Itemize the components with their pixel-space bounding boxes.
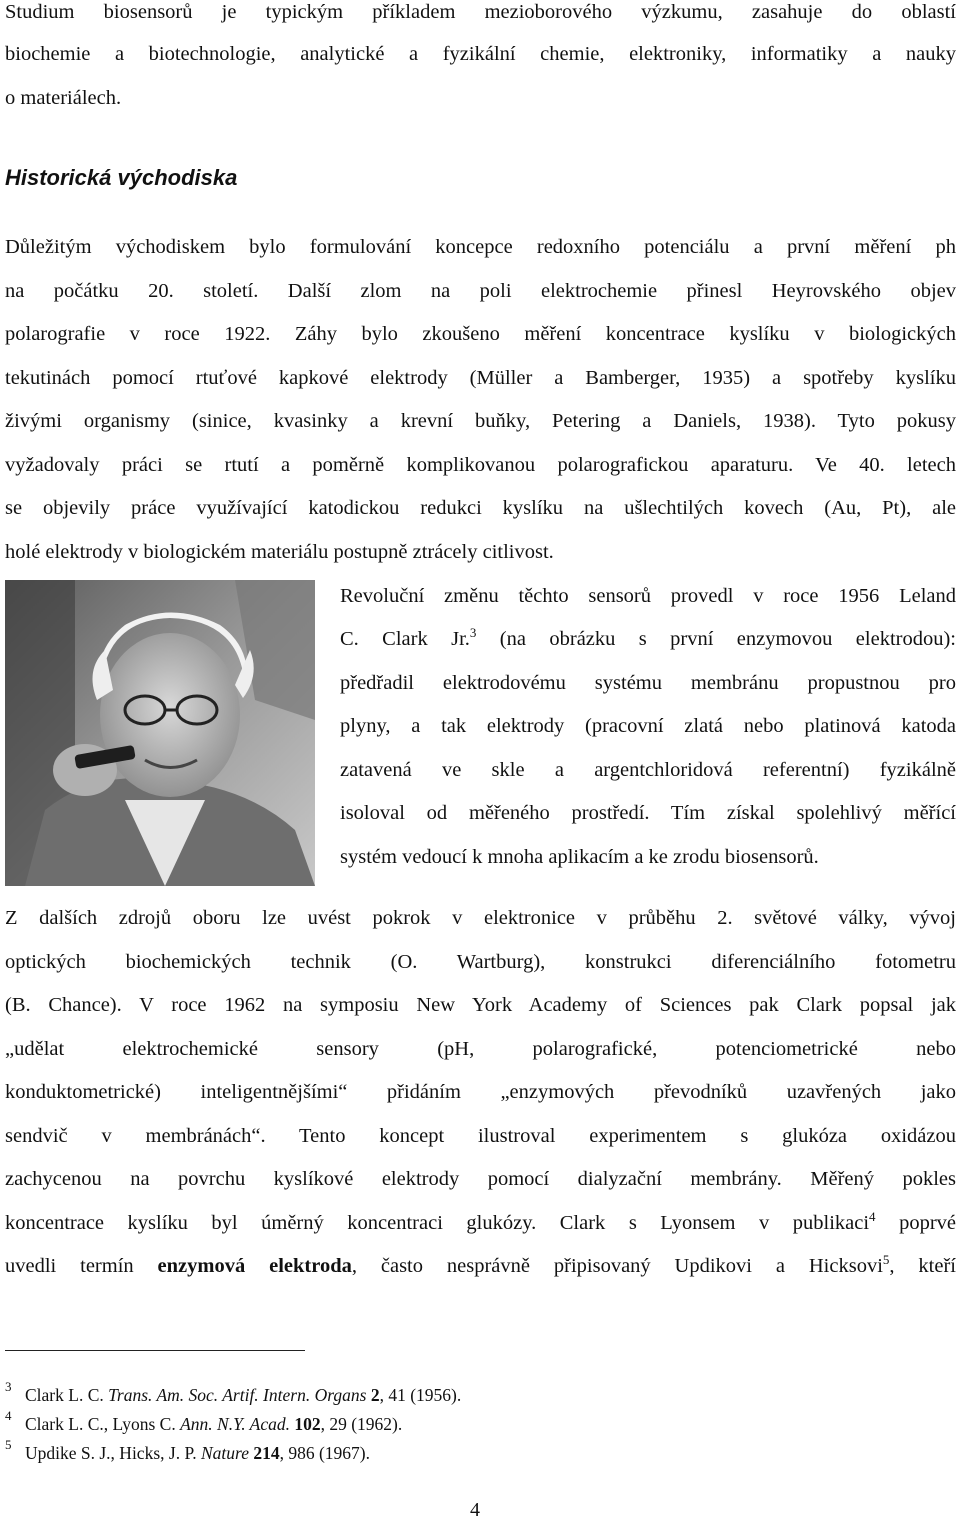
footnote-pages: , 986 (1967). xyxy=(279,1443,370,1463)
portrait-photo xyxy=(5,580,315,886)
para1-line-4: tekutinách pomocí rtuťové kapkové elektrody (Müller a Bamberger, 1935) a spotřeby kyslíku xyxy=(5,367,956,389)
para3-line-8 xyxy=(5,1211,956,1235)
footnote-pages: , 29 (1962). xyxy=(320,1414,403,1434)
para3-line-9 xyxy=(5,1254,956,1278)
footnote-ref-3: 3 xyxy=(469,625,477,641)
para3-line-4: „udělat elektrochemické sensory (pH, polarografické, potenciometrické nebo xyxy=(5,1038,956,1060)
footnote-volume: 2 xyxy=(366,1385,380,1405)
footnote-authors: Clark L. C. xyxy=(25,1385,109,1405)
para2-line-4: plyny, a tak elektrody (pracovní zlatá nebo platinová katoda xyxy=(340,715,956,737)
footnote-authors: Updike S. J., Hicks, J. P. xyxy=(25,1443,201,1463)
footnote-pages: , 41 (1956). xyxy=(379,1385,462,1405)
para2-line-2-start: C. Clark Jr. xyxy=(340,628,470,650)
para2-line-1: Revoluční změnu těchto sensorů provedl v roce 1956 Leland xyxy=(340,585,956,607)
footnote-ref-5: 5 xyxy=(882,1252,890,1268)
footnote-volume: 214 xyxy=(248,1443,280,1463)
para1-line-3: polarografie v roce 1922. Záhy bylo zkoušeno měření koncentrace kyslíku v biologických xyxy=(5,323,956,345)
para2-line-6: isoloval od měřeného prostředí. Tím získal spolehlivý měřící xyxy=(340,802,956,824)
term-enzymova-elektroda: enzymová elektroda xyxy=(157,1255,352,1277)
para3-line-9-middle: , často nesprávně připisovaný Updikovi a Hicksovi xyxy=(351,1255,883,1277)
footnote-number: 5 xyxy=(5,1437,12,1452)
para1-line-2: na počátku 20. století. Další zlom na poli elektrochemie přinesl Heyrovského objev xyxy=(5,280,956,302)
footnote-ref-4: 4 xyxy=(869,1209,876,1225)
section-heading: Historická východiska xyxy=(5,165,238,190)
para3-line-9-start: uvedli termín xyxy=(5,1255,158,1277)
para1-line-5: živými organismy (sinice, kvasinky a krevní buňky, Petering a Daniels, 1938). Tyto pokusy xyxy=(5,410,956,432)
para3-line-8-end: poprvé xyxy=(875,1212,956,1234)
footnote-journal: Nature xyxy=(201,1443,249,1463)
intro-line-1: Studium biosensorů je typickým příkladem mezioborového výzkumu, zasahuje do oblastí xyxy=(5,1,956,23)
footnote-separator xyxy=(5,1350,305,1351)
para3-line-2: optických biochemických technik (O. Wartburg), konstrukci diferenciálního fotometru xyxy=(5,951,956,973)
footnote-volume: 102 xyxy=(289,1414,321,1434)
para1-line-8: holé elektrody v biologickém materiálu postupně ztrácely citlivost. xyxy=(5,541,554,563)
para3-line-3: (B. Chance). V roce 1962 na symposiu New York Academy of Sciences pak Clark popsal jak xyxy=(5,994,956,1016)
footnote-journal: Trans. Am. Soc. Artif. Intern. Organs xyxy=(108,1385,367,1405)
para3-line-9-end: , kteří xyxy=(889,1255,956,1277)
para3-line-7: zachycenou na povrchu kyslíkové elektrody pomocí dialyzační membrány. Měřený pokles xyxy=(5,1168,956,1190)
para2-line-2-end: (na obrázku s první enzymovou elektrodou): xyxy=(476,628,956,650)
footnote-number: 3 xyxy=(5,1379,12,1394)
para1-line-6: vyžadovaly práci se rtutí a poměrně komplikovanou polarografickou aparaturu. Ve 40. letech xyxy=(5,454,956,476)
footnote-number: 4 xyxy=(5,1408,12,1423)
intro-line-3: o materiálech. xyxy=(5,87,122,109)
para1-line-7: se objevily práce využívající katodickou redukci kyslíku na ušlechtilých kovech (Au, Pt), ale xyxy=(5,497,956,519)
para2-line-3: předřadil elektrodovému systému membránu propustnou pro xyxy=(340,672,956,694)
para2-line-5: zatavená ve skle a argentchloridová referentní) fyzikálně xyxy=(340,759,956,781)
para2-line-7: systém vedoucí k mnoha aplikacím a ke zrodu biosensorů. xyxy=(340,846,819,868)
para2-line-2 xyxy=(340,627,956,651)
para3-line-1: Z dalších zdrojů oboru lze uvést pokrok v elektronice v průběhu 2. světové války, vývoj xyxy=(5,907,956,929)
para1-line-1: Důležitým východiskem bylo formulování koncepce redoxního potenciálu a první měření ph xyxy=(5,236,956,258)
para3-line-8-start: koncentrace kyslíku byl úměrný koncentraci glukózy. Clark s Lyonsem v publikaci xyxy=(5,1212,870,1234)
footnote-journal: Ann. N.Y. Acad. xyxy=(180,1414,290,1434)
intro-line-2: biochemie a biotechnologie, analytické a fyzikální chemie, elektroniky, informatiky a nauky xyxy=(5,43,956,65)
page-number: 4 xyxy=(470,1499,480,1521)
para3-line-6: sendvič v membránách“. Tento koncept ilustroval experimentem s glukóza oxidázou xyxy=(5,1125,956,1147)
para3-line-5: konduktometrické) inteligentnějšími“ přidáním „enzymových převodníků uzavřených jako xyxy=(5,1081,956,1103)
footnote-authors: Clark L. C., Lyons C. xyxy=(25,1414,181,1434)
